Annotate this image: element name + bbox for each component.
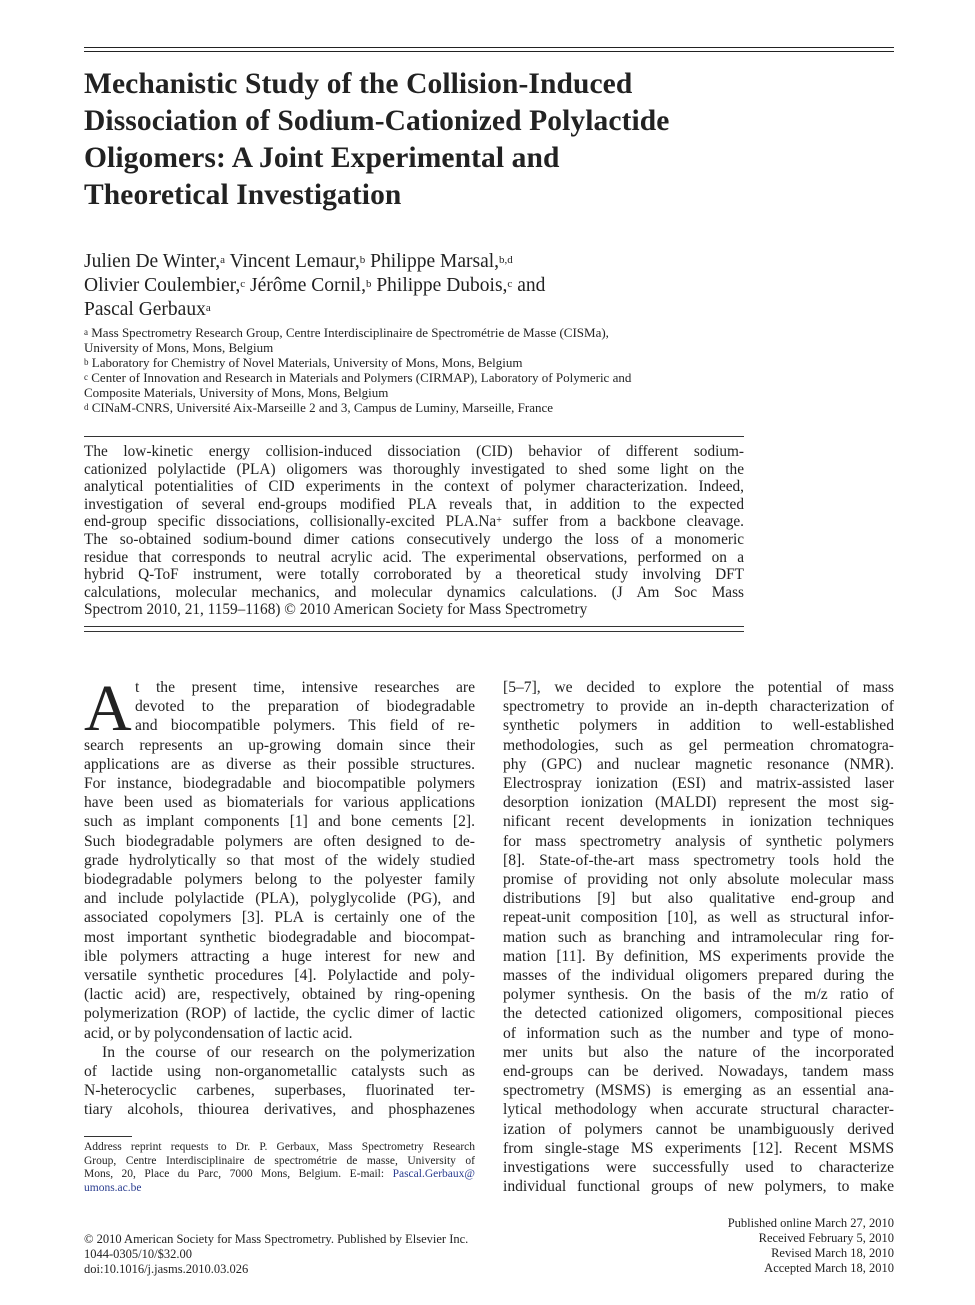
abstract-rule-bottom-secondary (84, 631, 744, 632)
body-line: for mass spectrometry analysis of synthetic polymers (503, 832, 894, 850)
correspondence-footnote (84, 1141, 475, 1195)
body-line: investigations were successfully used to characterize (503, 1159, 894, 1177)
footnote-line: Group, Centre Interdisciplinaire de spectrométrie de masse, University of (84, 1154, 475, 1167)
title-line: Theoretical Investigation (84, 179, 402, 211)
body-line: of information such as the number and type of mono- (503, 1024, 894, 1042)
footnote-line: Address reprint requests to Dr. P. Gerbaux, Mass Spectrometry Research (84, 1141, 475, 1153)
body-column-right (503, 678, 894, 1196)
issn-line: 1044-0305/10/$32.00 (84, 1247, 192, 1261)
body-line: Such biodegradable polymers are often designed to de- (84, 832, 475, 850)
affiliation-marker: b,d (499, 254, 513, 266)
affiliations (84, 325, 884, 415)
body-line: and biocompatible polymers. This field of re- (135, 717, 475, 735)
body-line: phy (GPC) and nuclear magnetic resonance (NMR). (503, 755, 894, 773)
body-line: synthetic polymers in addition to well-established (503, 717, 894, 735)
body-line: For instance, biodegradable and biocompatible polymers (84, 775, 475, 793)
body-line: applications are as diverse as their possible structures. (84, 755, 475, 773)
abstract-rule-top (84, 436, 744, 437)
author-name: Philippe Marsal, (365, 251, 500, 272)
body-line: grade hydrolytically so that most of the widely studied (84, 851, 475, 869)
abstract-rule-bottom (84, 626, 744, 627)
affiliation-marker: b (359, 254, 366, 266)
published-online-date: Published online March 27, 2010 (727, 1216, 894, 1230)
abstract-line: The so-obtained sodium-bound dimer cations consecutively undergo the loss of a monomeric (84, 530, 744, 548)
abstract-line: analytical potentialities of CID experiments in the context of polymer characterization. Indeed, (84, 478, 744, 496)
affiliation-line: $^b$ Laboratory for Chemistry of Novel Materials, University of Mons, Mons, Belgium (84, 355, 523, 370)
doi-line: doi:10.1016/j.jasms.2010.03.026 (84, 1262, 249, 1276)
author-conjunction: and (512, 275, 546, 296)
body-line: mer units but also the nature of the incorporated (503, 1043, 894, 1061)
body-line: polymer synthesis. On the basis of the m/z ratio of (503, 986, 894, 1004)
author-name: Vincent Lemaur, (225, 251, 360, 272)
body-line: spectrometry (MSMS) is emerging as an essential ana- (503, 1082, 894, 1100)
body-line: polymerization (ROP) of lactide, the cyclic dimer of lactic (84, 1005, 475, 1023)
body-line: the detected cationized oligomers, compositional pieces (503, 1005, 894, 1023)
body-line: most important synthetic biodegradable and biocompat- (84, 928, 475, 946)
body-line: ible polymers attracting a huge interest for new and (84, 947, 475, 965)
affiliation-line: $^d$ CINaM-CNRS, Université Aix-Marseille 2 and 3, Campus de Luminy, Marseille, France (84, 400, 554, 415)
abstract-line: cationized polylactide (PLA) oligomers was thoroughly investigated to shed some light on the (84, 460, 744, 478)
body-line: biodegradable polymers belong to the polyester family (84, 871, 475, 889)
body-line: t the present time, intensive researches are (135, 679, 475, 696)
author-name: Julien De Winter, (84, 251, 221, 272)
body-line: and include polylactide (PLA), polyglycolide (PG), and (84, 890, 475, 908)
body-line: (lactic acid) are, respectively, obtained by ring-opening (84, 986, 475, 1004)
body-column-left (84, 672, 475, 1120)
article-title (84, 66, 874, 214)
body-line: promise of providing not only absolute molecular mass (503, 871, 894, 889)
revised-date: Revised March 18, 2010 (771, 1246, 894, 1260)
body-line: tiary alcohols, thiourea derivatives, and phosphazenes (84, 1101, 475, 1119)
body-line: desorption ionization (MALDI) represent the most sig- (503, 794, 894, 812)
body-line: mation such as branching and intramolecular ring for- (503, 928, 894, 946)
top-rule-secondary (84, 51, 894, 52)
title-line: Oligomers: A Joint Experimental and (84, 142, 560, 174)
footnote-line: Mons, 20, Place du Parc, 7000 Mons, Belgium. E-mail: Pascal.Gerbaux@ (84, 1168, 475, 1180)
email-link-continued[interactable]: umons.ac.be (84, 1181, 142, 1194)
top-rule (84, 47, 894, 48)
author-name: Pascal Gerbaux (84, 299, 206, 320)
affiliation-line: Composite Materials, University of Mons, Mons, Belgium (84, 385, 389, 400)
body-line: [5–7], we decided to explore the potential of mass (503, 679, 894, 696)
body-line: such as implant components [1] and bone cements [2]. (84, 813, 475, 831)
body-line: devoted to the preparation of biodegradable (135, 698, 475, 716)
body-line: acid, or by polycondensation of lactic acid. (84, 1024, 353, 1042)
body-line: have been used as biomaterials for various applications (84, 794, 475, 812)
footnote-rule (84, 1136, 132, 1137)
received-date: Received February 5, 2010 (758, 1231, 894, 1245)
drop-cap: A (84, 672, 132, 745)
body-line: nificant recent developments in ionization techniques (503, 813, 894, 831)
body-line: of lactide using non-organometallic catalysts such as (84, 1063, 475, 1081)
author-name: Philippe Dubois, (371, 275, 508, 296)
body-line: mation [11]. By definition, MS experiments provide the (503, 947, 894, 965)
author-name: Olivier Coulembier, (84, 275, 241, 296)
body-line: In the course of our research on the polymerization (102, 1043, 475, 1061)
email-link[interactable]: Pascal.Gerbaux@ (392, 1168, 475, 1180)
body-line: spectrometry to provide an in-depth characterization of (503, 698, 894, 716)
body-line: search represents an up-growing domain since their (84, 736, 475, 754)
affiliation-line: University of Mons, Mons, Belgium (84, 340, 274, 355)
author-list (84, 250, 884, 322)
title-line: Mechanistic Study of the Collision-Induced (84, 68, 633, 100)
body-line: from single-stage MS experiments [12]. Recent MSMS (503, 1139, 894, 1157)
abstract-line: end-group specific dissociations, collisionally-excited PLA.Na+ suffer from a backbone cleavage. (84, 513, 744, 531)
abstract-line: residue that corresponds to neutral acrylic acid. The experimental observations, performed on a (84, 548, 744, 566)
copyright-line: © 2010 American Society for Mass Spectrometry. Published by Elsevier Inc. (84, 1232, 469, 1246)
body-line: associated copolymers [3]. PLA is certainly one of the (84, 909, 475, 927)
body-line: versatile synthetic procedures [4]. Polylactide and poly- (84, 967, 475, 985)
body-line: ization of polymers cannot be unambiguously derived (503, 1120, 894, 1138)
body-line: repeat-unit composition [10], as well as structural infor- (503, 909, 894, 927)
publication-dates (728, 1216, 894, 1276)
affiliation-line: $^c$ Center of Innovation and Research in Materials and Polymers (CIRMAP), Laboratory of Polymeric and (84, 370, 632, 385)
abstract (84, 443, 744, 619)
affiliation-marker: a (205, 302, 211, 314)
copyright-block (84, 1232, 468, 1277)
affiliation-marker: c (240, 278, 246, 290)
affiliation-marker: b (365, 278, 372, 290)
body-line: masses of the individual oligomers prepared during the (503, 967, 894, 985)
abstract-line: hybrid Q-ToF instrument, were totally corroborated by a theoretical study involving DFT (84, 566, 744, 584)
body-line: end-groups can be derived. Nowadays, tandem mass (503, 1063, 894, 1081)
body-line: N-heterocyclic carbenes, superbases, fluorinated ter- (84, 1082, 475, 1100)
body-line: [8]. State-of-the-art mass spectrometry tools hold the (503, 851, 894, 869)
body-line: individual functional groups of new polymers, to make (503, 1178, 894, 1196)
body-line: distributions [9] but also qualitative end-group and (503, 890, 894, 908)
affiliation-marker: c (507, 278, 513, 290)
accepted-date: Accepted March 18, 2010 (764, 1261, 894, 1275)
affiliation-marker: a (220, 254, 226, 266)
abstract-line: The low-kinetic energy collision-induced dissociation (CID) behavior of different sodium- (84, 443, 744, 460)
author-name: Jérôme Cornil, (245, 275, 366, 296)
abstract-line: calculations, molecular mechanics, and molecular dynamics calculations. (J Am Soc Mass (84, 583, 744, 601)
abstract-line: Spectrom 2010, 21, 1159–1168) © 2010 American Society for Mass Spectrometry (84, 601, 588, 619)
body-line: methodologies, such as gel permeation chromatogra- (503, 736, 894, 754)
title-line: Dissociation of Sodium-Cationized Polylactide (84, 105, 670, 137)
body-line: Electrospray ionization (ESI) and matrix-assisted laser (503, 775, 894, 793)
body-line: lytical methodology when accurate structural character- (503, 1101, 894, 1119)
abstract-line: investigation of several end-groups modified PLA reveals that, in addition to the expected (84, 495, 744, 513)
affiliation-line: $^a$ Mass Spectrometry Research Group, Centre Interdisciplinaire de Spectrométrie de Masse (CISMa), (84, 325, 609, 340)
